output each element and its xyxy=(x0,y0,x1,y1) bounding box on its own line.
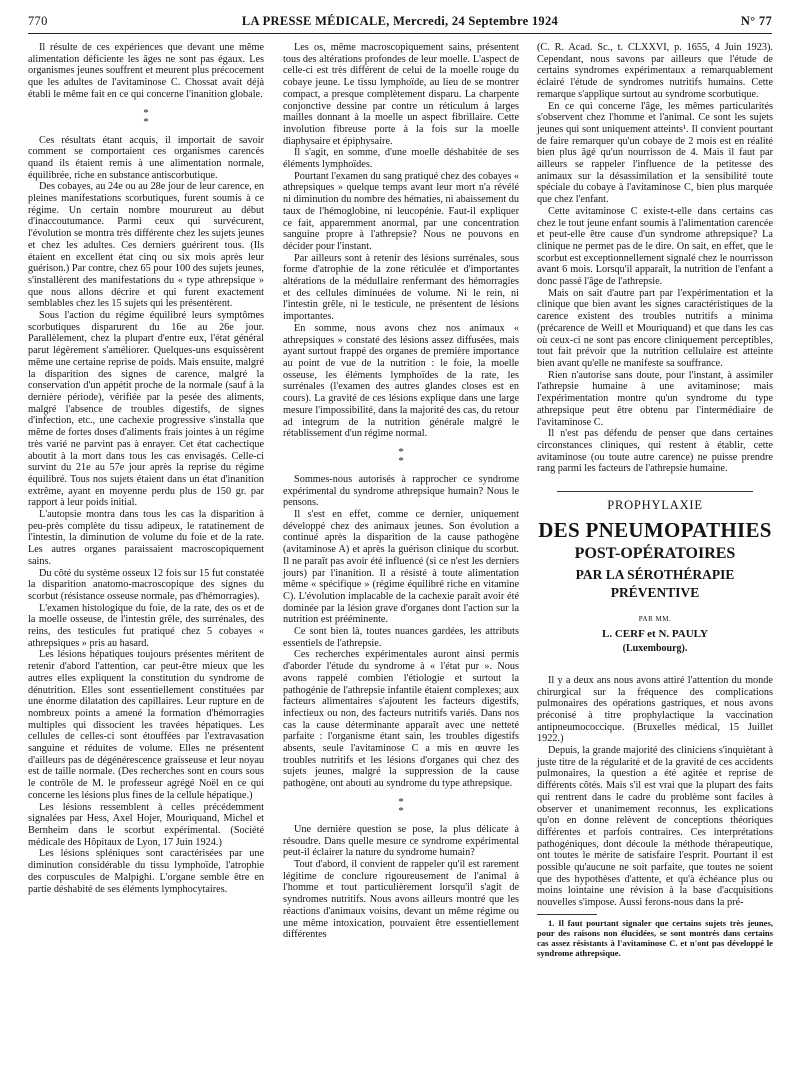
column-2 xyxy=(283,42,519,941)
page-number: 770 xyxy=(28,14,48,28)
journal-title: LA PRESSE MÉDICALE, Mercredi, 24 Septembre 1924 xyxy=(241,14,559,28)
paragraph: L'examen histologique du foie, de la rate, des os et de la moelle osseuse, de l'intestin grêle, des surrénales, des reins, des testicules fut pratiqué chez 5 cobayes « athrepsiques » pris au hasard. xyxy=(28,602,264,649)
article-authors: L. CERF et N. PAULY xyxy=(602,628,708,641)
paragraph: Sommes-nous autorisés à rapprocher ce syndrome expérimental du syndrome athrepsique humain? Nous le pensons. xyxy=(283,473,519,509)
paragraph: Les lésions ressemblent à celles précédemment signalées par Hess, Axel Hojer, Mouriquand, Michel et Bernheim dans le scorbut expérimental. (Société médicale des Hôpitaux de Lyon, 17 Juin 1924.) xyxy=(28,801,264,848)
paragraph: Cette avitaminose C existe-t-elle dans certains cas chez le tout jeune enfant soumis à l'alimentation carencée et peut-elle être cause d'un syndrome athrepsique? La clinique ne permet pas de le dire. On sait, en effet, que le scorbut est exceptionnellement signalé chez le nourrisson avant 6 mois. Lorsqu'il apparaît, la nutrition de l'enfant a donc passé l'âge de l'athrepsie. xyxy=(537,205,773,288)
asterism-icon: * * xyxy=(398,795,404,817)
footnote: 1. Il faut pourtant signaler que certains sujets très jeunes, pour des raisons non élucidées, se sont montrés dans certains cas assez résistants à l'avitaminose C. et n'ont pas développé le syndrome athrepsique. xyxy=(537,917,773,958)
paragraph: Depuis, la grande majorité des cliniciens s'inquiètant à juste titre de la régularité et de la gravité de ces accidents pulmonaires, la question a été agitée et reprise de différents côtés. Mais s'il est vrai que la plupart des faits qui rentrent dans le cadre du problème sont faciles à observer et unanimement reconnus, les explications qu'on en donne relèvent de conceptions théoriques différentes et parfois contraires. Ces interprétations pathogéniques, dont découle la méthode thérapeutique, ont toutes le mérite de satisfaire l'esprit. Pourtant il est possible qu'aucune ne soit parfaite, que toutes ne soient que des hypothèses d'attente, et qu'à échéance plus ou moins lointaine une révision à la base d'acquisitions nouvelles s'impose. Aussi ferons-nous dans la pré- xyxy=(537,745,773,909)
article-headline: DES PNEUMOPATHIES xyxy=(538,517,772,542)
paragraph: Ces résultats étant acquis, il importait de savoir comment se comportaient ces organismes carencés quand ils étaient remis à une alimentation normale, équilibrée, riche en substance antiscorbutique. xyxy=(28,134,264,181)
asterism-icon: * * xyxy=(398,445,404,467)
paragraph: Il n'est pas défendu de penser que dans certaines circonstances cliniques, qui restent à établir, cette avitaminose (ou toute autre carence) ne puisse prendre rang parmi les facteurs de l'athrepsie humaine. xyxy=(537,428,773,475)
paragraph: Il y a deux ans nous avons attiré l'attention du monde chirurgical sur la fréquence des complications pulmonaires des opérations gastriques, et nous avons préconisé à titre prophylactique la vaccination antipneumococcique. (Bruxelles médical, 15 Juillet 1922.) xyxy=(537,674,773,745)
byline-prefix: PAR MM. xyxy=(638,614,672,623)
paragraph: Tout d'abord, il convient de rappeler qu'il est rarement légitime de conclure rigoureusement de l'animal à l'homme et tout particulièrement lorsqu'il s'agit de syndromes nutritifs. Nous avons ailleurs montré que les réactions d'animaux voisins, devant un même régime ou une même intoxication, pouvaient être essentiellement différentes xyxy=(283,859,519,941)
issue-number: N° 77 xyxy=(740,14,772,28)
footnote-rule xyxy=(537,914,597,915)
asterism-icon: * * xyxy=(143,106,149,128)
article-divider xyxy=(557,491,753,492)
paragraph: Une dernière question se pose, la plus délicate à résoudre. Dans quelle mesure ce syndrome expérimental peut-il éclairer la nature du syndrome humain? xyxy=(283,823,519,859)
column-3 xyxy=(537,42,773,958)
paragraph: Il résulte de ces expériences que devant une même alimentation déficiente les âges ne sont pas égaux. Les organismes jeunes souffrent et meurent plus précocement que les adultes de l'avitaminose C. Chossat avait déjà établi le même fait en ce qui concerne l'inanition globale. xyxy=(28,42,264,100)
paragraph: Ce sont bien là, toutes nuances gardées, les attributs essentiels de l'athrepsie. xyxy=(283,626,519,649)
paragraph: Mais on sait d'autre part par l'expérimentation et la clinique que bien avant les signes caractéristiques de la carence existent des troubles nutritifs a minima (précarence de Weill et Mouriquand) et que dans les cas où ceux-ci ne sont pas encore cliniquement perceptibles, tout fait prévoir que la nutrition cellulaire est atteinte bien avant qu'elle ne manifeste sa souffrance. xyxy=(537,287,773,369)
author-location: (Luxembourg). xyxy=(622,643,688,655)
paragraph: Les lésions spléniques sont caractérisées par une diminution considérable du tissu lymphoïde, l'atrophie des corpuscules de Malpighi. L'organe semble être en partie déshabité de ses éléments lymphocytaires. xyxy=(28,848,264,895)
paragraph: Ces recherches expérimentales auront ainsi permis d'aborder l'étude du syndrome à « l'état pur ». Nous avons rappelé combien l'étiologie et surtout la pathogénie de l'athrepsie infantile étaient complexes; aux facteurs alimentaires s'ajoutent les facteurs digestifs, infectieux ou non, des facteurs nutritifs variés. Dans nos cas la cause déterminante apparaît avec une netteté parfaite : l'organisme étant sain, les troubles digestifs absents, seule l'avitaminose C a mis en œuvre les troubles nutritifs et les lésions d'organes qui chez des sujets jeunes, malgré la suppression de la cause pathogène, ont abouti au syndrome du type athrepsique. xyxy=(283,649,519,790)
paragraph: Des cobayes, au 24e ou au 28e jour de leur carence, en pleines manifestations scorbutiques, furent soumis à ce régime. Un certain nombre mourureut au début d'inaccoutumance. Parmi ceux qui survécurent, l'évolution se montra très différente chez les sujets jeunes et chez les adultes. Ces derniers guérirent tous. (Ils étaient en excellent état cinq ou six mois après leur guérison.) Par contre, chez 65 pour 100 des sujets jeunes, s'installèrent des manifestations du « type athrepsique » que nous allons décrire et qui furent exactement semblables chez les 15 sujets qui les présentèrent. xyxy=(28,181,264,310)
paragraph: En somme, nous avons chez nos animaux « athrepsiques » constaté des lésions assez diffusées, mais ayant surtout frappé des organes de première importance au point de vue de la nutrition : le foie, la moelle osseuse, les éléments lymphoïdes de la rate, les surrénales (l'examen des autres glandes closes est en cours). La gravité de ces lésions explique dans une large mesure l'impossibilité, dans la majorité des cas, du retour ad integrum de la nutrition générale malgré le rétablissement d'un régime normal. xyxy=(283,322,519,440)
paragraph: Il s'agit, en somme, d'une moelle déshabitée de ses éléments lymphoïdes. xyxy=(283,147,519,171)
running-header xyxy=(28,14,772,30)
paragraph: L'autopsie montra dans tous les cas la disparition à peu-près complète du tissu adipeux, le ratatinement de l'intestin, la diminution de volume du foie et de la rate. Les autres organes paraissaient macroscopiquement sains. xyxy=(28,509,264,567)
paragraph: Les lésions hépatiques toujours présentes méritent de retenir d'abord l'attention, car peut-être mieux que les autres elles expliquent la constitution du syndrome de dénutrition. Elles sont essentiellement constituées par une énorme dilatation des capillaires. Leur rupture en de nombreux points a amené la formation d'hémorragies multiples qui dissocient les travées hépatiques. Les cellules de celles-ci sont étouffées par l'extravasation sanguine et réduites de volume. Elles ne présentent d'ailleurs pas de dégénérescence graisseuse et leur noyau est de taille normale. (Des recherches sont en cours sous le contrôle de M. le professeur agrégé Noël en ce qui concerne les lésions plus fines de la cellule hépatique.) xyxy=(28,649,264,801)
paragraph: Pourtant l'examen du sang pratiqué chez des cobayes « athrepsiques » quelque temps avant leur mort n'a révélé ni diminution du nombre des hématies, ni abaissement du taux de l'hémoglobine, ni leucopénie. Faut-il expliquer ce fait, apparemment anormal, par une concentration sanguine propre à l'athrepsie? Nous ne pouvons en décider pour l'instant. xyxy=(283,170,519,252)
article-subhead: PAR LA SÉROTHÉRAPIE PRÉVENTIVE xyxy=(575,566,735,600)
article-kicker: PROPHYLAXIE xyxy=(607,498,703,513)
paragraph: Sous l'action du régime équilibré leurs symptômes scorbutiques disparurent du 16e au 26e jour. Parallèlement, chez la plupart d'entre eux, l'état général parut légèrement s'améliorer. Quelques-uns esquissèrent même une certaine reprise de poids. Mais ensuite, malgré la disparition des signes de carence, malgré la conservation d'un appétit proche de la normale (sauf à la dernière période), vérifiée par la pesée des aliments, malgré l'absence de troubles digestifs, de signes d'infection, etc., une cachexie progressive s'installa que même de fortes doses d'aliments frais jointes à un régime très varié ne parvint pas à enrayer. Cet état cachectique aboutit à la mort dans tous les cas envisagés. Celle-ci survint du 21e au 57e jour après la reprise du régime équilibré. Tous nos sujets étaient dans un état d'inanition extrême, ayant en moyenne perdu plus de 150 gr. par rapport à leur poids initial. xyxy=(28,310,264,509)
paragraph: Par ailleurs sont à retenir des lésions surrénales, sous forme d'atrophie de la zone réticulée et d'importantes altérations de la médullaire renfermant des hémorragies et des cellules diminuées de volume. Ni le rein, ni l'intestin grêle, ni le testicule, ne présentent de lésions importantes. xyxy=(283,252,519,323)
article-subhead: POST-OPÉRATOIRES xyxy=(574,544,736,562)
paragraph: Il s'est en effet, comme ce dernier, uniquement développé chez des animaux jeunes. Son évolution a continué après la disparition de la cause pathogène (avitaminose A) et après la guérison clinique du scorbut. Il ne paraît pas avoir été influencé (si ce n'est les derniers jours) par l'inanition. Il a résisté à toute alimentation même « spécifique » (régime équilibré riche en vitamine C). L'évolution implacable de la cachexie paraît avoir été dominée par la lésion grave d'organes dont l'action sur la nutrition est prééminente. xyxy=(283,509,519,626)
paragraph: (C. R. Acad. Sc., t. CLXXVI, p. 1655, 4 Juin 1923). Cependant, nous savons par ailleurs que l'étude de certains syndromes expérimentaux a remarquablement éclairé l'étude de syndromes nutritifs humains. Cette remarque s'applique surtout au syndrome scorbutique. xyxy=(537,42,773,100)
header-rule xyxy=(28,33,772,34)
paragraph: En ce qui concerne l'âge, les mêmes particularités s'observent chez l'homme et l'animal. Ce sont les sujets jeunes qui sont uniquement atteints¹. Il convient pourtant de faire remarquer qu'un cobaye de 2 mois est en réalité bien plus âgé qu'un nourrisson de 4. Mais il faut par ailleurs se rappeler l'influence de la petitesse des animaux sur la désassimilation et la sensibilité toute spéciale du cobaye à l'avitaminose C, bien plus marquée que chez l'enfant. xyxy=(537,100,773,206)
paragraph: Les os, même macroscopiquement sains, présentent tous des altérations profondes de leur moelle. L'aspect de celle-ci est très différent de celui de la moelle rouge du cobaye jeune. Le tissu lymphoïde, au lieu de se montrer compact, a presque complètement disparu. La charpente conjonctive dessine par contre un réticulum à larges mailles donnant à la moelle un aspect fibrillaire. Cette involution fibreuse porte à la fois sur la moelle diaphysaire et épiphysaire. xyxy=(283,42,519,147)
column-1 xyxy=(28,42,264,895)
paragraph: Du côté du système osseux 12 fois sur 15 fut constatée la disparition anatomo-macroscopique des signes du scorbut (résistance osseuse normale, pas d'hémorragies). xyxy=(28,567,264,602)
paragraph: Rien n'autorise sans doute, pour l'instant, à assimiler l'athrepsie humaine à une avitaminose; mais l'expérimentation montre qu'un syndrome du type athrepsique peut être obtenu par l'intermédiaire de l'avitaminose C. xyxy=(537,369,773,428)
